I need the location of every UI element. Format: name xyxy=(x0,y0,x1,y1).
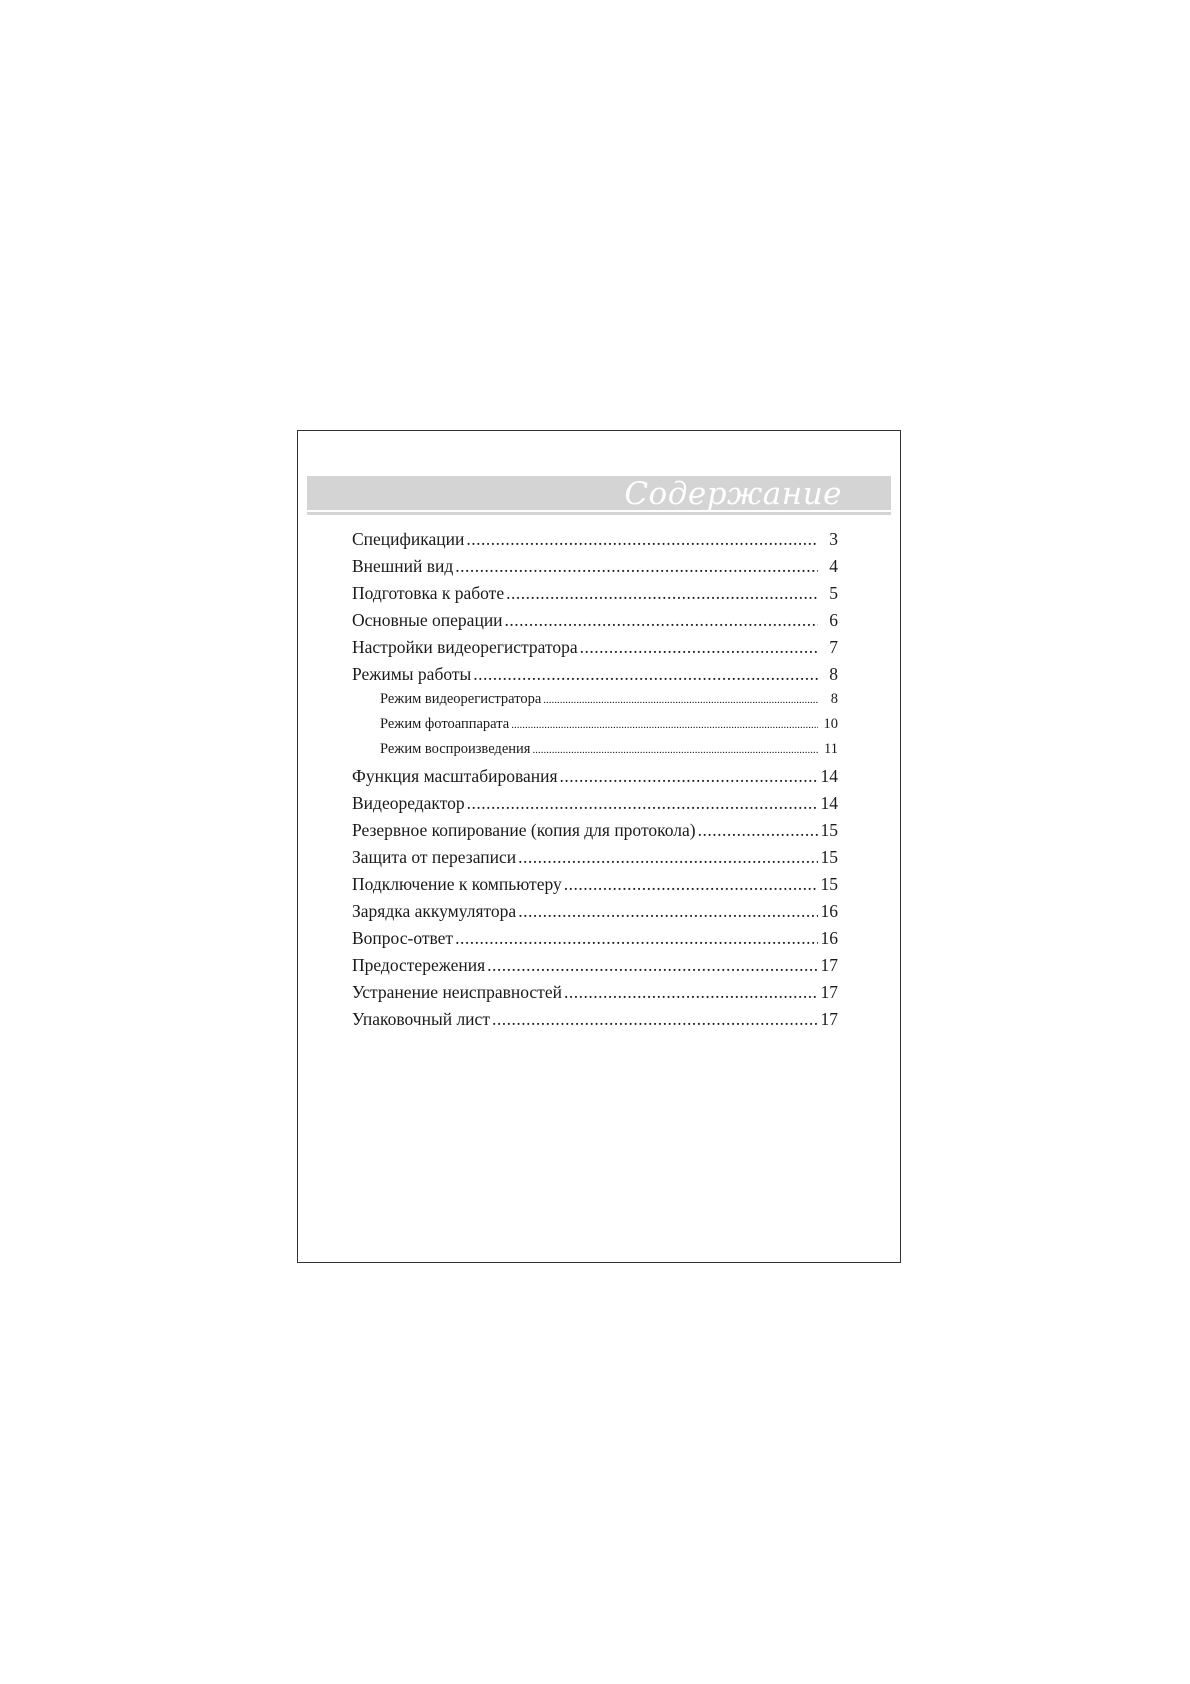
toc-entry-label: Вопрос-ответ xyxy=(352,928,454,948)
toc-entry[interactable] xyxy=(352,982,838,1009)
toc-page-number: 15 xyxy=(820,847,838,867)
toc-entry[interactable] xyxy=(352,583,838,610)
toc-entry-label: Режим видеорегистратора xyxy=(380,691,542,707)
toc-entry-label: Спецификации xyxy=(352,529,465,549)
toc-dot-leader xyxy=(543,691,818,708)
toc-dot-leader xyxy=(564,874,818,895)
toc-dot-leader xyxy=(560,766,818,787)
toc-entry[interactable] xyxy=(352,664,838,691)
toc-entry-label: Видеоредактор xyxy=(352,793,465,813)
toc-subentry[interactable] xyxy=(352,716,838,741)
toc-dot-leader xyxy=(467,793,818,814)
toc-page-number: 5 xyxy=(829,583,838,603)
toc-entry-label: Функция масштабирования xyxy=(352,766,558,786)
toc-dot-leader xyxy=(506,583,818,604)
toc-subentry[interactable] xyxy=(352,741,838,766)
toc-dot-leader xyxy=(518,847,818,868)
toc-entry[interactable] xyxy=(352,874,838,901)
toc-entry-label: Устранение неисправностей xyxy=(352,982,562,1002)
toc-entry-label: Зарядка аккумулятора xyxy=(352,901,517,921)
toc-entry[interactable] xyxy=(352,637,838,664)
toc-entry-label: Резервное копирование (копия для протокола) xyxy=(352,820,696,840)
toc-page-number: 11 xyxy=(824,741,838,757)
toc-page-number: 8 xyxy=(830,691,838,707)
toc-page-number: 10 xyxy=(823,716,838,732)
toc-entry-label: Упаковочный лист xyxy=(352,1009,490,1029)
toc-entry[interactable] xyxy=(352,928,838,955)
toc-entry-label: Подготовка к работе xyxy=(352,583,505,603)
toc-entry[interactable] xyxy=(352,793,838,820)
toc-page-number: 17 xyxy=(820,1009,838,1029)
toc-entry[interactable] xyxy=(352,1009,838,1036)
toc-page-number: 15 xyxy=(820,874,838,894)
toc-page-number: 3 xyxy=(829,529,838,549)
toc-dot-leader xyxy=(505,610,818,631)
toc-page-number: 17 xyxy=(820,955,838,975)
toc-page-number: 16 xyxy=(820,901,838,921)
toc-dot-leader xyxy=(564,982,818,1003)
toc-dot-leader xyxy=(698,820,818,841)
title-band xyxy=(307,476,891,510)
toc-dot-leader xyxy=(492,1009,818,1030)
toc-entry[interactable] xyxy=(352,820,838,847)
toc-page-number: 4 xyxy=(829,556,838,576)
toc-entry[interactable] xyxy=(352,901,838,928)
toc-entry-label: Защита от перезаписи xyxy=(352,847,517,867)
toc-dot-leader xyxy=(455,928,818,949)
toc-dot-leader xyxy=(473,664,818,685)
toc-dot-leader xyxy=(455,556,818,577)
toc-entry[interactable] xyxy=(352,529,838,556)
toc-entry-label: Режимы работы xyxy=(352,664,472,684)
toc-dot-leader xyxy=(487,955,818,976)
toc-page-number: 15 xyxy=(820,820,838,840)
title-underline xyxy=(307,512,891,515)
toc-dot-leader xyxy=(466,529,818,550)
toc-entry-label: Основные операции xyxy=(352,610,503,630)
toc-entry[interactable] xyxy=(352,610,838,637)
toc-page-number: 8 xyxy=(829,664,838,684)
document-page xyxy=(297,430,901,1263)
toc-dot-leader xyxy=(532,741,818,758)
toc-dot-leader xyxy=(580,637,818,658)
toc-entry-label: Режим воспроизведения xyxy=(380,741,531,757)
toc-page-number: 17 xyxy=(820,982,838,1002)
toc-page-number: 16 xyxy=(820,928,838,948)
toc-dot-leader xyxy=(511,716,818,733)
toc-entry[interactable] xyxy=(352,847,838,874)
toc-dot-leader xyxy=(518,901,818,922)
toc-entry[interactable] xyxy=(352,955,838,982)
toc-entry-label: Настройки видеорегистратора xyxy=(352,637,578,657)
toc-entry-label: Предостережения xyxy=(352,955,486,975)
page-title: Содержание xyxy=(624,476,842,512)
table-of-contents xyxy=(352,529,838,1036)
toc-entry[interactable] xyxy=(352,556,838,583)
toc-page-number: 7 xyxy=(829,637,838,657)
toc-entry-label: Внешний вид xyxy=(352,556,454,576)
toc-page-number: 14 xyxy=(820,766,838,786)
toc-entry[interactable] xyxy=(352,766,838,793)
toc-page-number: 14 xyxy=(820,793,838,813)
toc-entry-label: Режим фотоаппарата xyxy=(380,716,510,732)
toc-page-number: 6 xyxy=(829,610,838,630)
toc-subentry[interactable] xyxy=(352,691,838,716)
toc-entry-label: Подключение к компьютеру xyxy=(352,874,562,894)
